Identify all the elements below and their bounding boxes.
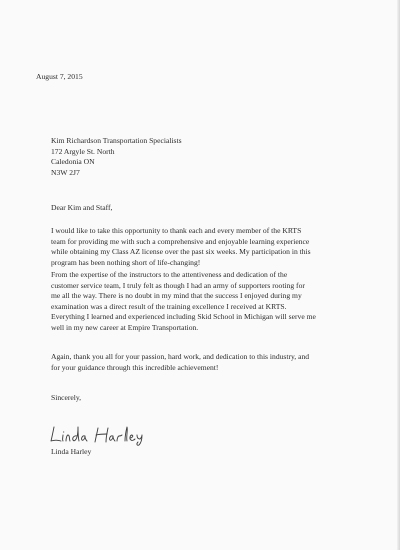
- paragraph-line: Everything I learned and experienced including Skid School in Michigan will serve me: [51, 312, 316, 322]
- recipient-address: [51, 136, 182, 178]
- salutation: Dear Kim and Staff,: [51, 203, 113, 212]
- paragraph-line: for your guidance through this incredible achievement!: [51, 362, 219, 372]
- body-paragraph: [51, 270, 371, 334]
- address-line: Kim Richardson Transportation Specialists: [51, 136, 182, 145]
- body-paragraph: [51, 352, 371, 373]
- paragraph-line: From the expertise of the instructors to the attentiveness and dedication of the: [51, 270, 288, 279]
- signature-text: Linda Harley: [48, 424, 54, 425]
- paragraph-line: examination was a direct result of the training excellence I received at KRTS.: [51, 301, 287, 311]
- address-line: N3W 2J7: [51, 167, 80, 177]
- letter-date: August 7, 2015: [36, 72, 83, 81]
- paragraph-line: team for providing me with such a comprehensive and enjoyable learning experience: [51, 236, 310, 246]
- address-line: Caledonia ON: [51, 157, 95, 166]
- paragraph-line: customer service team, I truly felt as though I had an army of supporters rooting for: [51, 280, 305, 290]
- paragraph-line: me all the way. There is no doubt in my mind that the success I enjoyed during my: [51, 291, 302, 301]
- paragraph-line: I would like to take this opportunity to thank each and every member of the KRTS: [51, 226, 302, 235]
- signer-name: Linda Harley: [51, 447, 92, 456]
- address-line: 172 Argyle St. North: [51, 146, 115, 156]
- body-paragraph: [51, 226, 371, 268]
- closing: Sincerely,: [51, 393, 82, 402]
- paragraph-line: while obtaining my Class AZ license over the past six weeks. My participation in this: [51, 247, 311, 257]
- handwritten-signature: [48, 424, 168, 446]
- paragraph-line: program has been nothing short of life-changing!: [51, 257, 201, 267]
- paragraph-line: well in my new career at Empire Transportation.: [51, 322, 199, 332]
- paragraph-line: Again, thank you all for your passion, hard work, and dedication to this industry, and: [51, 352, 310, 361]
